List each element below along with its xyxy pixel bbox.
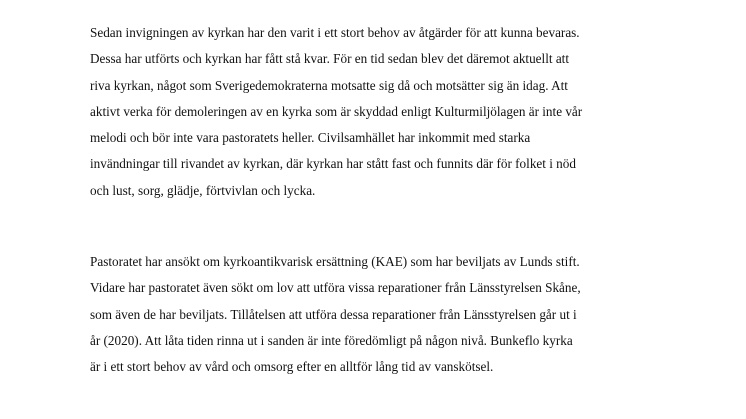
- text-line: melodi och bör inte vara pastoratets heller. Civilsamhället har inkommit med starka: [90, 130, 531, 146]
- text-line: riva kyrkan, något som Sverigedemokraterna motsatte sig då och motsätter sig än idag. Att: [90, 77, 568, 93]
- text-line: Sedan invigningen av kyrkan har den varit i ett stort behov av åtgärder för att kunna bevaras.: [90, 25, 580, 40]
- text-line: Dessa har utförts och kyrkan har fått stå kvar. För en tid sedan blev det däremot aktuellt att: [90, 51, 569, 67]
- paragraph-church-history: [90, 20, 582, 204]
- text-line: som även de har beviljats. Tillåtelsen att utföra dessa reparationer från Länsstyrelsen går ut i: [90, 306, 577, 322]
- text-line: är i ett stort behov av vård och omsorg efter en alltför lång tid av vanskötsel.: [90, 359, 494, 375]
- text-line: år (2020). Att låta tiden rinna ut i sanden är inte föredömligt på någon nivå. Bunkeflo kyrka: [90, 332, 573, 348]
- text-line: aktivt verka för demoleringen av en kyrka som är skyddad enligt Kulturmiljölagen är inte vår: [90, 103, 583, 119]
- text-line: invändningar till rivandet av kyrkan, där kyrkan har stått fast och funnits där för folket i nöd: [90, 156, 576, 172]
- text-line: och lust, sorg, glädje, förtvivlan och lycka.: [90, 182, 316, 198]
- text-line: Vidare har pastoratet även sökt om lov att utföra vissa reparationer från Länsstyrelsen Skåne,: [90, 280, 581, 296]
- text-line: Pastoratet har ansökt om kyrkoantikvarisk ersättning (KAE) som har beviljats av Lunds stift.: [90, 254, 580, 269]
- paragraph-funding-repairs: [90, 249, 581, 380]
